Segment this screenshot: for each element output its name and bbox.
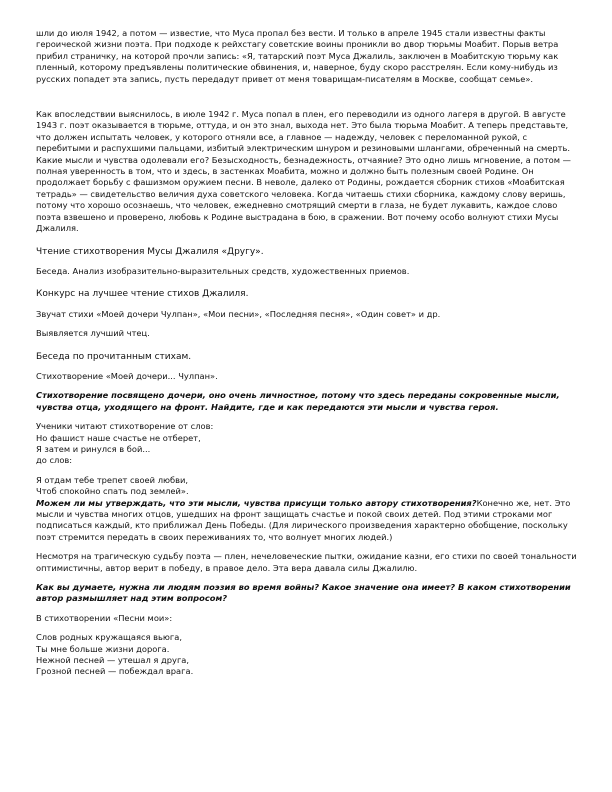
contest-heading: Конкурс на лучшее чтение стихов Джалиля.	[36, 289, 249, 300]
universal-answer: Конечно же, нет. Это мысли и чувства многих отцов, ушедших на фронт защищать счастье и покой своих детей. Под этими строками мог подписаться каждый, кто приближал День Победы. (Для лирического произведения характерно обобщение, поскольку поэт стремится передать в своих переживаниях то, что волнует многих людей.)	[36, 497, 571, 542]
analysis-text: Беседа. Анализ изобразительно-выразительных средств, художественных приемов.	[36, 265, 410, 276]
quote3-line: Грозной песней — побеждал врага.	[36, 666, 194, 677]
quote3-line: Слов родных кружащаяся вьюга,	[36, 632, 182, 643]
to-words-text: до слов:	[36, 455, 73, 466]
poem-daughter-text: Стихотворение «Моей дочери... Чулпан».	[36, 370, 218, 381]
intro-quote-paragraph: шли до июля 1942, а потом — известие, что Муса пропал без вести. И только в апреле 1945 стали известны факты героической жизни поэта. При подходе к рейхстагу советские воины проникли во двор тюрьмы Моабит. Порыв ветра прибил страничку, на которой прочли запись: «Я, татарский поэт Муса Джалиль, заключен в Моабитскую тюрьму как пленный, которому предъявлены политические обвинения, и, наверное, буду скоро расстрелян. Если кому-нибудь из русских попадет эта запись, пусть передадут привет от меня товарищам-писателям в Москве, сообщат семье».	[36, 28, 559, 84]
reading-heading: Чтение стихотворения Мусы Джалиля «Другу».	[36, 246, 264, 257]
poetry-question: Как вы думаете, нужна ли людям поэзия во время войны? Какое значение она имеет? В каком стихотворении автор размышляет над этим вопросом?	[36, 582, 571, 604]
quote3-line: Нежной песней — утешал я друга,	[36, 655, 190, 666]
poem-songs-text: В стихотворении «Песни мои»:	[36, 612, 173, 623]
students-read-intro: Ученики читают стихотворение от слов:	[36, 421, 214, 432]
universal-question: Можем ли мы утверждать, что эти мысли, чувства присущи только автору стихотворения?	[36, 497, 477, 508]
quote1-line: Я затем и ринулся в бой...	[36, 443, 151, 454]
discussion-heading: Беседа по прочитанным стихам.	[36, 351, 192, 362]
best-reader-text: Выявляется лучший чтец.	[36, 328, 150, 339]
universal-paragraph	[36, 498, 580, 544]
poems-list-text: Звучат стихи «Моей дочери Чулпан», «Мои песни», «Последняя песня», «Один совет» и др.	[36, 308, 441, 319]
quote2-line: Я отдам тебе трепет своей любви,	[36, 474, 189, 485]
optimism-paragraph: Несмотря на трагическую судьбу поэта — плен, нечеловеческие пытки, ожидание казни, его стихи по своей тональности оптимистичны, автор верит в победу, в правое дело. Эта вера давала силы Джалилю.	[36, 551, 577, 573]
daughter-question: Стихотворение посвящено дочери, оно очень личностное, потому что здесь переданы сокровенные мысли, чувства отца, уходящего на фронт. Найдите, где и как передаются эти мысли и чувства героя.	[36, 390, 560, 412]
moabit-paragraph: Как впоследствии выяснилось, в июле 1942 г. Муса попал в плен, его переводили из одного лагеря в другой. В августе 1943 г. поэт оказывается в тюрьме, оттуда, и он это знал, выхода нет. Это была тюрьма Моабит. А теперь представьте, что должен испытать человек, у которого отняли все, а главное — надежду, человек с переломанной рукой, с перебитыми и распухшими пальцами, избитый электрическим шнуром и резиновыми шлангами, обреченный на смерть. Какие мысли и чувства одолевали его? Безысходность, безнадежность, отчаяние? Это одно лишь мгновение, а потом — полная уверенность в том, что и здесь, в застенках Моабита, можно и должно быть полезным своей Родине. Он продолжает борьбу с фашизмом оружием песни. В неволе, далеко от Родины, рождается сборник стихов «Моабитская тетрадь» — свидетельство величия духа советского человека. Когда читаешь стихи сборника, каждому слову веришь, потому что хорошо осознаешь, что человек, ежедневно смотрящий смерти в глаза, не будет лукавить, каждое слово поэта взвешено и проверено, любовь к Родине выстрадана в бою, в сражении. Вот почему особо волнуют стихи Мусы Джалиля.	[36, 109, 571, 234]
quote3-line: Ты мне больше жизни дорога.	[36, 643, 170, 654]
quote1-line: Но фашист наше счастье не отберет,	[36, 432, 201, 443]
document-page	[36, 28, 580, 678]
quote2-line: Чтоб спокойно спать под землей».	[36, 486, 189, 497]
